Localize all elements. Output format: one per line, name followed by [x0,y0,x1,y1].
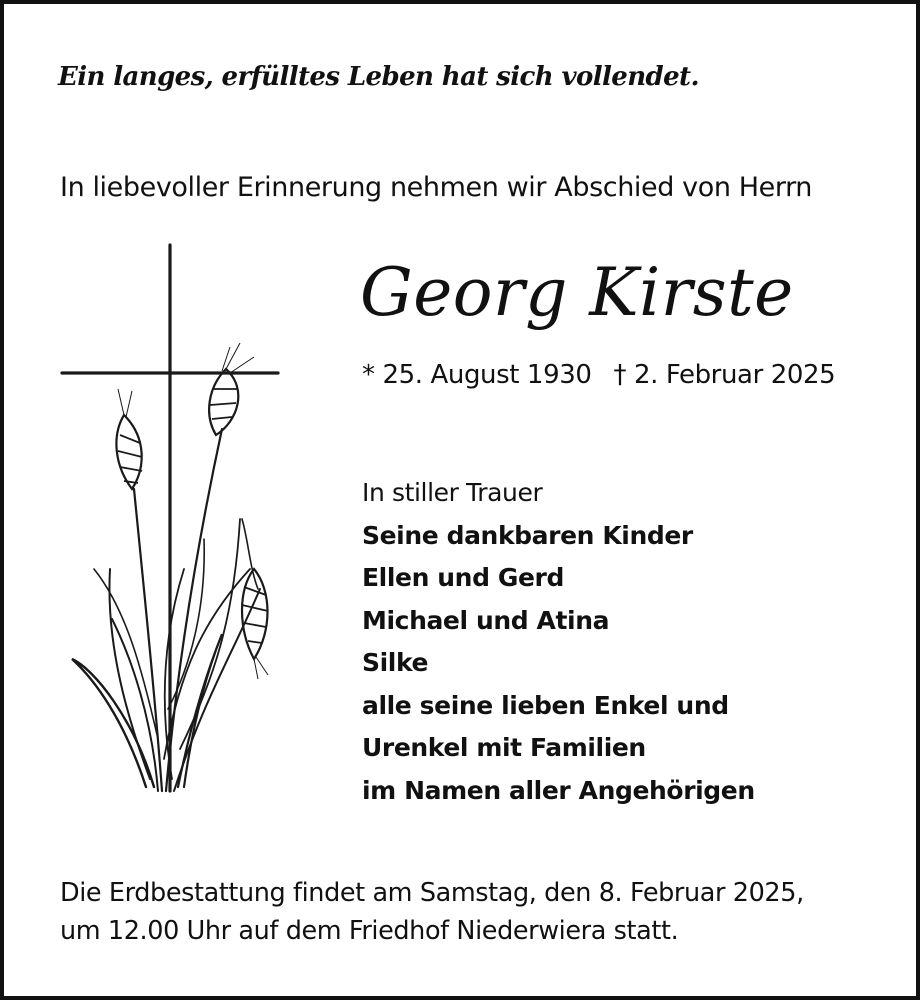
funeral-line: um 12.00 Uhr auf dem Friedhof Niederwiera statt. [60,916,679,946]
mourner-line: im Namen aller Angehörigen [362,775,755,805]
cross-with-wheat-icon [54,239,294,799]
mourner-line: alle seine lieben Enkel und [362,690,729,720]
life-dates [362,360,835,390]
deceased-name: Georg Kirste [360,254,794,331]
funeral-info [60,874,804,950]
mourner-line: Michael und Atina [362,605,610,635]
motto-text: Ein langes, erfülltes Leben hat sich vollendet. [58,62,699,92]
death-date: † 2. Februar 2025 [613,360,836,390]
birth-date: * 25. August 1930 [362,360,592,390]
mourner-line: Silke [362,648,429,677]
funeral-line: Die Erdbestattung findet am Samstag, den 8. Februar 2025, [60,878,804,908]
mourner-line: Seine dankbaren Kinder [362,520,693,550]
mourners-heading: In stiller Trauer [362,478,543,507]
mourner-line: Urenkel mit Familien [362,733,646,762]
intro-text: In liebevoller Erinnerung nehmen wir Abschied von Herrn [60,172,813,203]
mourners-block [362,472,755,812]
mourner-line: Ellen und Gerd [362,563,564,592]
